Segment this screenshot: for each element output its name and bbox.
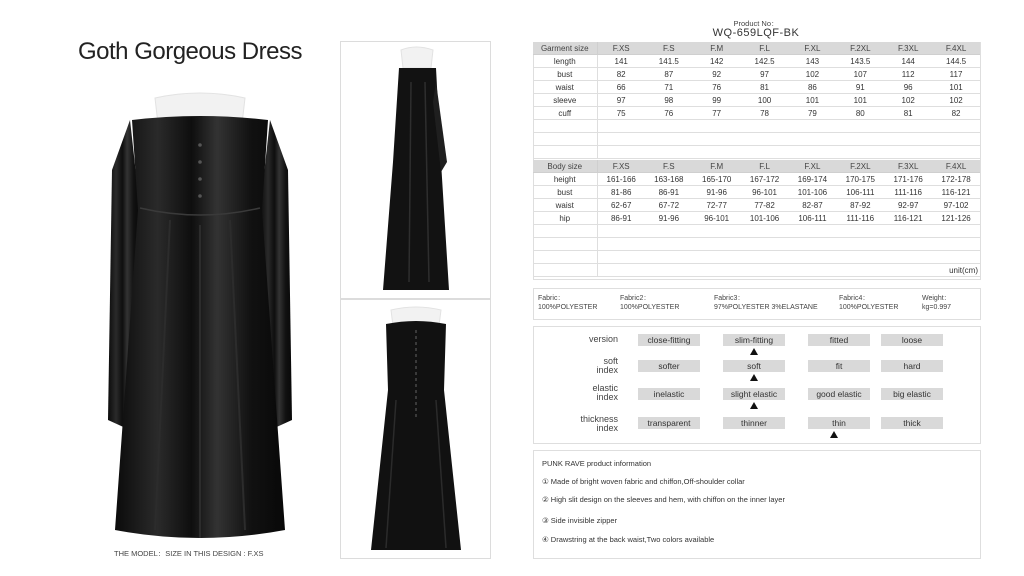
info-item: ④ Drawstring at the back waist,Two colors available bbox=[542, 535, 715, 544]
table-cell: 91-96 bbox=[693, 186, 741, 199]
table-cell: 111-116 bbox=[836, 212, 884, 225]
table-cell: 87 bbox=[645, 68, 693, 81]
table-cell: 91-96 bbox=[645, 212, 693, 225]
garment-size-table bbox=[533, 42, 980, 159]
table-row bbox=[533, 68, 980, 81]
option-chip: thinner bbox=[723, 417, 785, 429]
option-chip: transparent bbox=[638, 417, 700, 429]
empty-row bbox=[533, 133, 980, 146]
fabric-2 bbox=[620, 294, 679, 312]
header-cell: F.2XL bbox=[836, 160, 884, 173]
table-row bbox=[533, 94, 980, 107]
header-cell: F.XL bbox=[789, 42, 837, 55]
fabric-label: Fabric3： bbox=[714, 295, 745, 302]
empty-row bbox=[533, 120, 980, 133]
table-cell: 80 bbox=[836, 107, 884, 120]
header-cell: F.XS bbox=[597, 160, 645, 173]
row-label: sleeve bbox=[533, 94, 597, 107]
back-dress-photo bbox=[341, 300, 490, 558]
header-cell: F.L bbox=[741, 160, 789, 173]
table-cell: 96 bbox=[884, 81, 932, 94]
option-chip: close-fitting bbox=[638, 334, 700, 346]
table-cell: 76 bbox=[693, 81, 741, 94]
model-size-note: THE MODEL：SIZE IN THIS DESIGN : F.XS bbox=[114, 549, 264, 558]
fabric-label: Fabric： bbox=[538, 295, 565, 302]
option-chip: thin bbox=[808, 417, 870, 429]
attribute-box bbox=[533, 326, 981, 444]
body-size-table bbox=[533, 160, 980, 277]
row-label: hip bbox=[533, 212, 597, 225]
table-cell: 112 bbox=[884, 68, 932, 81]
table-row bbox=[533, 173, 980, 186]
table-cell: 98 bbox=[645, 94, 693, 107]
option-chip: fit bbox=[808, 360, 870, 372]
table-cell: 167-172 bbox=[741, 173, 789, 186]
table-cell: 77 bbox=[693, 107, 741, 120]
table-cell: 92-97 bbox=[884, 199, 932, 212]
weight bbox=[922, 294, 951, 312]
table-cell: 141 bbox=[597, 55, 645, 68]
product-title: Goth Gorgeous Dress bbox=[78, 38, 302, 65]
empty-row bbox=[533, 251, 980, 264]
table-cell: 82 bbox=[932, 107, 980, 120]
table-cell: 121-126 bbox=[932, 212, 980, 225]
empty-row bbox=[533, 146, 980, 159]
table-cell: 71 bbox=[645, 81, 693, 94]
table-cell: 102 bbox=[884, 94, 932, 107]
header-cell: Body size bbox=[533, 160, 597, 173]
selected-marker-icon bbox=[750, 348, 758, 355]
table-row bbox=[533, 199, 980, 212]
info-item: ② High slit design on the sleeves and hem, with chiffon on the inner layer bbox=[542, 495, 785, 504]
info-item: ① Made of bright woven fabric and chiffon,Off-shoulder collar bbox=[542, 477, 745, 486]
fabric-info-box bbox=[533, 288, 981, 320]
empty-row bbox=[533, 225, 980, 238]
row-label: waist bbox=[533, 199, 597, 212]
header-cell: F.XS bbox=[597, 42, 645, 55]
table-cell: 72-77 bbox=[693, 199, 741, 212]
unit-row bbox=[533, 264, 980, 277]
header-cell: F.M bbox=[693, 42, 741, 55]
table-cell: 99 bbox=[693, 94, 741, 107]
fabric-value: 100%POLYESTER bbox=[839, 304, 899, 311]
table-cell: 141.5 bbox=[645, 55, 693, 68]
weight-value: kg=0.997 bbox=[922, 304, 951, 311]
table-cell: 171-176 bbox=[884, 173, 932, 186]
table-cell: 87-92 bbox=[836, 199, 884, 212]
option-chip: fitted bbox=[808, 334, 870, 346]
attr-label-soft: soft index bbox=[596, 356, 618, 375]
option-chip: loose bbox=[881, 334, 943, 346]
table-row bbox=[533, 81, 980, 94]
row-label: cuff bbox=[533, 107, 597, 120]
fabric-label: Fabric4： bbox=[839, 295, 870, 302]
table-cell: 116-121 bbox=[932, 186, 980, 199]
table-cell: 97 bbox=[741, 68, 789, 81]
table-row bbox=[533, 212, 980, 225]
table-cell: 101 bbox=[789, 94, 837, 107]
fabric-4 bbox=[839, 294, 898, 312]
table-cell: 111-116 bbox=[884, 186, 932, 199]
table-cell: 144 bbox=[884, 55, 932, 68]
table-cell: 96-101 bbox=[693, 212, 741, 225]
table-cell: 107 bbox=[836, 68, 884, 81]
weight-label: Weight： bbox=[922, 295, 951, 302]
header-cell: F.S bbox=[645, 160, 693, 173]
empty-row bbox=[533, 238, 980, 251]
table-cell: 86-91 bbox=[597, 212, 645, 225]
table-cell: 75 bbox=[597, 107, 645, 120]
header-cell: F.4XL bbox=[932, 42, 980, 55]
table-cell: 96-101 bbox=[741, 186, 789, 199]
table-cell: 97-102 bbox=[932, 199, 980, 212]
table-cell: 102 bbox=[789, 68, 837, 81]
row-label: waist bbox=[533, 81, 597, 94]
attr-label-elastic: elastic index bbox=[592, 383, 618, 402]
front-dress-photo bbox=[100, 90, 300, 545]
fabric-1 bbox=[538, 294, 597, 312]
table-cell: 77-82 bbox=[741, 199, 789, 212]
header-cell: F.XL bbox=[789, 160, 837, 173]
header-cell: F.3XL bbox=[884, 160, 932, 173]
header-cell: F.2XL bbox=[836, 42, 884, 55]
table-cell: 67-72 bbox=[645, 199, 693, 212]
option-chip: thick bbox=[881, 417, 943, 429]
table-cell: 101 bbox=[932, 81, 980, 94]
fabric-value: 100%POLYESTER bbox=[620, 304, 680, 311]
table-cell: 142.5 bbox=[741, 55, 789, 68]
table-cell: 172-178 bbox=[932, 173, 980, 186]
back-photo-frame bbox=[340, 299, 491, 559]
table-cell: 76 bbox=[645, 107, 693, 120]
selected-marker-icon bbox=[830, 431, 838, 438]
table-cell: 62-67 bbox=[597, 199, 645, 212]
option-chip: big elastic bbox=[881, 388, 943, 400]
fabric-label: Fabric2： bbox=[620, 295, 651, 302]
table-cell: 142 bbox=[693, 55, 741, 68]
side-photo-frame bbox=[340, 41, 491, 299]
side-dress-photo bbox=[341, 42, 490, 298]
selected-marker-icon bbox=[750, 402, 758, 409]
fabric-value: 100%POLYESTER bbox=[538, 304, 598, 311]
table-row bbox=[533, 107, 980, 120]
table-cell: 117 bbox=[932, 68, 980, 81]
product-number-label: Product No： bbox=[733, 19, 779, 28]
table-cell: 79 bbox=[789, 107, 837, 120]
option-chip: slight elastic bbox=[723, 388, 785, 400]
header-cell: F.L bbox=[741, 42, 789, 55]
selected-marker-icon bbox=[750, 374, 758, 381]
unit-label: unit(cm) bbox=[597, 264, 980, 277]
header-cell: F.S bbox=[645, 42, 693, 55]
product-info-box bbox=[533, 450, 981, 559]
option-chip: good elastic bbox=[808, 388, 870, 400]
header-cell: F.3XL bbox=[884, 42, 932, 55]
option-chip: slim-fitting bbox=[723, 334, 785, 346]
attr-label-thickness: thickness index bbox=[580, 414, 618, 433]
table-cell: 86 bbox=[789, 81, 837, 94]
table-cell: 101-106 bbox=[741, 212, 789, 225]
table-cell: 143 bbox=[789, 55, 837, 68]
option-chip: soft bbox=[723, 360, 785, 372]
table-cell: 81-86 bbox=[597, 186, 645, 199]
table-cell: 82-87 bbox=[789, 199, 837, 212]
body-header-row bbox=[533, 160, 980, 173]
table-cell: 78 bbox=[741, 107, 789, 120]
fabric-value: 97%POLYESTER 3%ELASTANE bbox=[714, 304, 818, 311]
table-cell: 170-175 bbox=[836, 173, 884, 186]
option-chip: softer bbox=[638, 360, 700, 372]
row-label: bust bbox=[533, 68, 597, 81]
row-label: bust bbox=[533, 186, 597, 199]
table-cell: 86-91 bbox=[645, 186, 693, 199]
row-label: length bbox=[533, 55, 597, 68]
table-cell: 81 bbox=[741, 81, 789, 94]
table-cell: 143.5 bbox=[836, 55, 884, 68]
table-cell: 92 bbox=[693, 68, 741, 81]
table-cell: 101-106 bbox=[789, 186, 837, 199]
table-cell: 165-170 bbox=[693, 173, 741, 186]
row-label: height bbox=[533, 173, 597, 186]
garment-header-row bbox=[533, 42, 980, 55]
attr-label-version: version bbox=[588, 334, 618, 344]
table-cell: 82 bbox=[597, 68, 645, 81]
table-cell: 91 bbox=[836, 81, 884, 94]
table-cell: 102 bbox=[932, 94, 980, 107]
info-heading: PUNK RAVE product information bbox=[542, 459, 652, 468]
table-cell: 144.5 bbox=[932, 55, 980, 68]
option-chip: hard bbox=[881, 360, 943, 372]
header-cell: F.M bbox=[693, 160, 741, 173]
product-number: WQ-659LQF-BK bbox=[712, 27, 800, 39]
table-cell: 116-121 bbox=[884, 212, 932, 225]
header-cell: F.4XL bbox=[932, 160, 980, 173]
table-cell: 163-168 bbox=[645, 173, 693, 186]
table-row bbox=[533, 55, 980, 68]
table-cell: 161-166 bbox=[597, 173, 645, 186]
table-row bbox=[533, 186, 980, 199]
header-cell: Garment size bbox=[533, 42, 597, 55]
table-cell: 66 bbox=[597, 81, 645, 94]
table-cell: 81 bbox=[884, 107, 932, 120]
option-chip: inelastic bbox=[638, 388, 700, 400]
table-cell: 106-111 bbox=[789, 212, 837, 225]
table-cell: 169-174 bbox=[789, 173, 837, 186]
table-cell: 97 bbox=[597, 94, 645, 107]
table-cell: 106-111 bbox=[836, 186, 884, 199]
table-cell: 101 bbox=[836, 94, 884, 107]
fabric-3 bbox=[714, 294, 818, 312]
info-item: ③ Side invisible zipper bbox=[542, 516, 618, 525]
table-cell: 100 bbox=[741, 94, 789, 107]
